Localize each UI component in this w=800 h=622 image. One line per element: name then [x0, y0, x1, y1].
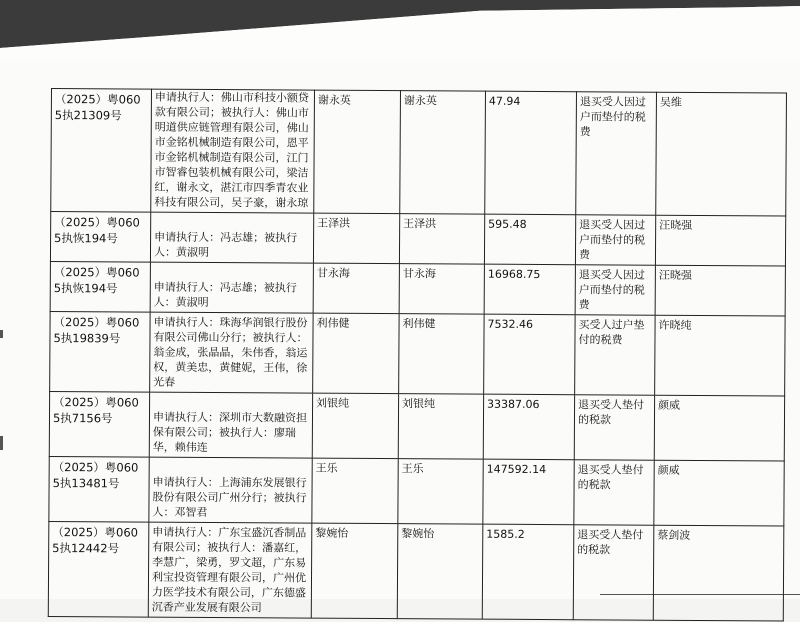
name-cell: 黎婉怡	[397, 524, 483, 620]
amount-cell: 1585.2	[482, 524, 574, 620]
parties-cell	[149, 457, 312, 523]
name-cell: 王泽洪	[399, 214, 484, 265]
handler-cell: 汪晓强	[655, 215, 785, 266]
parties-text: 申请执行人：深圳市大数融资担保有限公司；被执行人：廖瑞华，赖伟连	[152, 410, 308, 454]
handler-cell: 蔡剑波	[653, 525, 784, 621]
amount-cell: 595.48	[484, 214, 575, 265]
parties-cell	[150, 212, 313, 263]
payer-cell: 谢永英	[314, 90, 401, 214]
case-number: （2025）粤0605执12442号	[48, 521, 149, 617]
case-number: （2025）粤0605执21309号	[51, 89, 152, 213]
payer-cell: 黎婉怡	[311, 523, 398, 619]
table-row	[50, 261, 785, 315]
refund-table	[48, 88, 787, 621]
reason-cell: 退买受人因过户而垫付的税费	[576, 92, 657, 215]
name-cell: 甘永海	[399, 264, 484, 315]
payer-cell: 刘银纯	[312, 393, 398, 459]
handler-cell: 颜威	[654, 460, 784, 526]
name-cell: 谢永英	[400, 91, 486, 215]
table-row	[51, 89, 787, 216]
table-row	[50, 212, 785, 266]
case-number: （2025）粤0605执7156号	[49, 391, 149, 457]
parties-cell: 申请执行人：佛山市科技小额贷款有限公司；被执行人：佛山市明道供应链管理有限公司，佛山市金铭机械制造有限公司，恩平市金铭机械制造有限公司，江门市智睿包装机械有限公司，梁洁红，谢永文，湛江市四季青农业科技有限公司，吴子豪，谢永琼	[151, 89, 315, 213]
payer-cell: 甘永海	[313, 263, 399, 314]
reason-cell: 退买受人垫付的税款	[574, 460, 654, 525]
name-cell: 刘银纯	[398, 394, 483, 460]
parties-text: 申请执行人：冯志雄；被执行人：黄淑明	[153, 230, 298, 259]
parties-cell: 申请执行人：广东宝盛沉香制品有限公司；被执行人：潘嘉红，李慧广，梁勇，罗文超，广东易利宝投资管理有限公司，广州优力医学技术有限公司，广东德盛沉香产业发展有限公司	[148, 522, 312, 618]
case-number: （2025）粤0605执19839号	[50, 311, 150, 392]
margin-mark	[0, 330, 3, 338]
parties-cell	[150, 262, 313, 313]
handler-cell: 许晓纯	[655, 315, 785, 396]
handler-cell: 颜威	[654, 395, 784, 461]
payer-cell: 王乐	[312, 458, 398, 524]
handler-cell: 汪晓强	[655, 265, 785, 316]
parties-cell	[149, 392, 312, 458]
case-number: （2025）粤0605执恢194号	[50, 261, 150, 312]
table-row	[49, 391, 784, 460]
amount-cell: 33387.06	[483, 394, 574, 460]
reason-cell: 退买受人因过户而垫付的税费	[575, 215, 655, 265]
handler-cell: 吴维	[656, 92, 787, 216]
payer-cell: 利伟健	[313, 313, 399, 394]
parties-text: 申请执行人：上海浦东发展银行股份有限公司广州分行；被执行人：邓智君	[152, 475, 307, 519]
amount-cell: 147592.14	[483, 459, 574, 525]
payer-cell: 王泽洪	[313, 213, 399, 264]
reason-cell: 退买受人垫付的税款	[573, 525, 654, 620]
name-cell: 王乐	[398, 459, 483, 525]
reason-cell: 退买受人因过户而垫付的税费	[575, 265, 655, 315]
table-row	[48, 521, 784, 620]
amount-cell: 7532.46	[484, 314, 575, 395]
parties-text: 申请执行人：冯志雄；被执行人：黄淑明	[153, 280, 297, 309]
reason-cell: 买受人过户垫付的税费	[575, 315, 655, 395]
name-cell: 利伟健	[399, 314, 484, 395]
table-row	[49, 456, 784, 525]
case-number: （2025）粤0605执13481号	[49, 456, 149, 522]
table-row	[50, 311, 785, 395]
parties-cell: 申请执行人：珠海华润银行股份有限公司佛山分行；被执行人：翁金成，张晶晶，朱伟香，翁运权，黄美忠，黄健妮，王伟，徐光春	[150, 312, 313, 393]
reason-cell: 退买受人垫付的税款	[574, 395, 654, 460]
amount-cell: 16968.75	[484, 264, 575, 315]
amount-cell: 47.94	[485, 91, 577, 215]
case-number: （2025）粤0605执恢194号	[50, 212, 150, 263]
margin-mark	[0, 436, 3, 450]
